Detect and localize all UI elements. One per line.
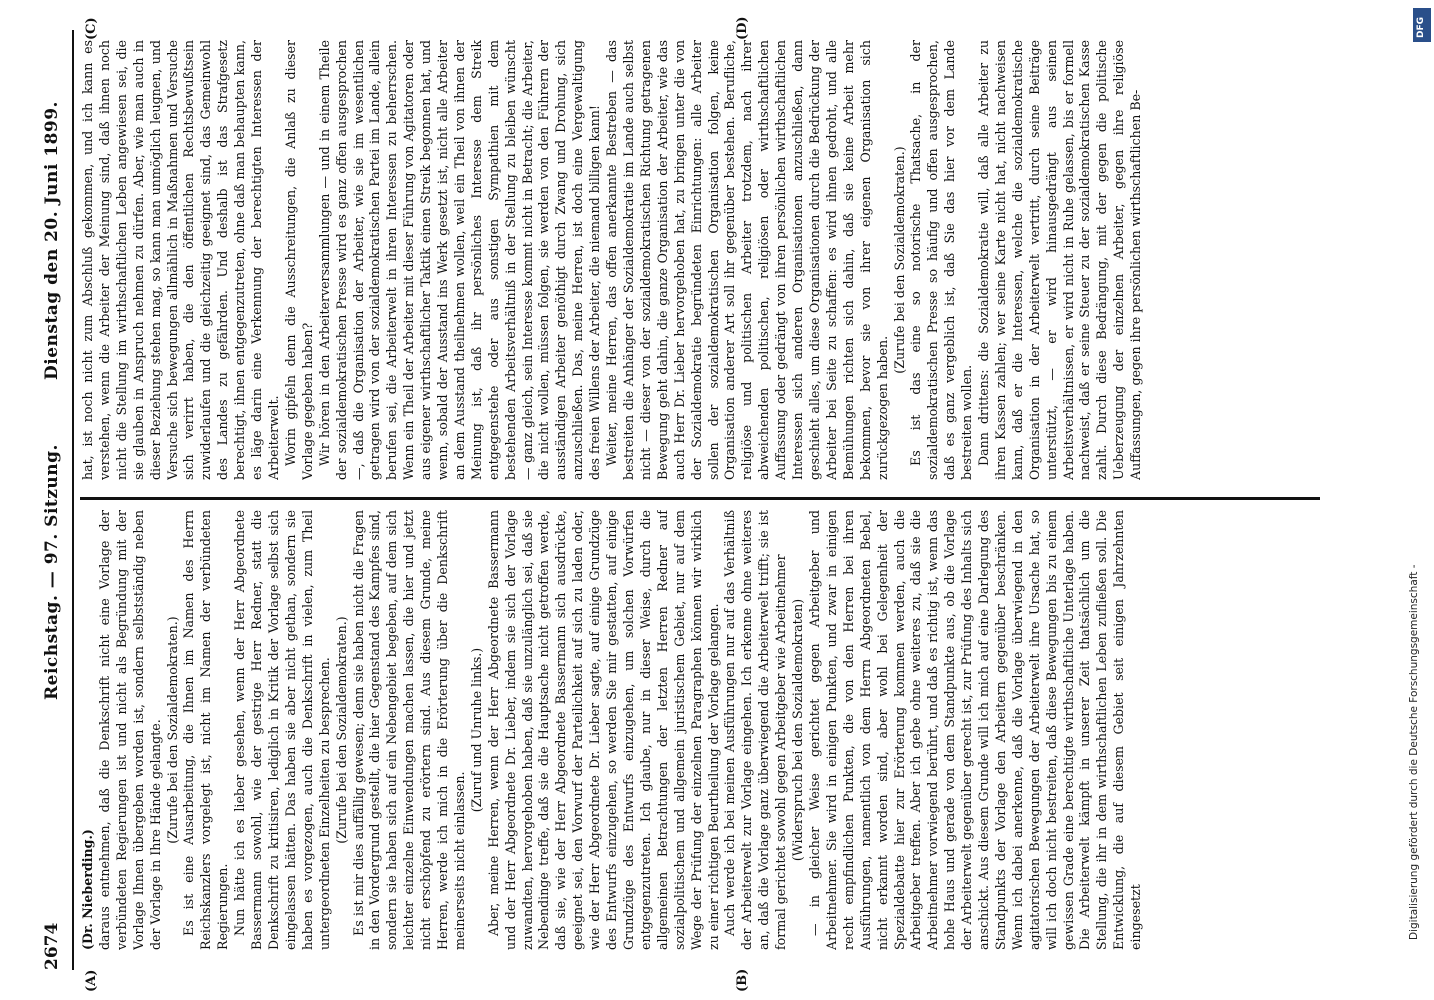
page-header <box>42 30 68 970</box>
margin-marker-b: (B) <box>735 968 750 992</box>
margin-marker-d: (D) <box>735 16 750 40</box>
paragraph: Es ist mir dies auffällig gewesen; denn sie haben nicht die Fragen in den Vordergrund gestellt, die hier Gegenstand des Kampfes sind, sondern sie haben sich auf ein Nebengebiet begeben, auf dem sich leichter einzelne Einwendungen machen lassen, die hier und jetzt nicht erschöpfend zu erörtern sind. Aus diesem Grunde, meine Herren, werde ich mich in die Erörterung über die Denkschrift meinerseits nicht einlassen. <box>350 510 467 950</box>
interjection: (Widerspruch bei den Sozialdemokraten) <box>790 598 806 862</box>
paragraph: Wir hören in den Arbeiterversammlungen — und in einem Theile der sozialdemokratischen Presse wird es ganz offen ausgesprochen —, daß die Organisation der Arbeiter, wie sie im wesentlichen getragen wird von der sozialdemokratischen Partei im Lande, allein berufen sei, die Arbeiterwelt in ihren Interessen zu beherrschen. Wenn ein Theil der Arbeiter mit dieser Führung von Agitatoren oder aus eigener wirthschaftlicher Taktik einen Streik begonnen hat, und wenn, sobald der Ausstand ins Werk gesetzt ist, nicht alle Arbeiter an dem Ausstand theilnehmen wollen, weil ein Theil von ihnen der Meinung ist, daß ihr persönliches Interesse dem Streik entgegenstehe oder aus sonstigen Sympathien mit dem bestehenden Arbeitsverhältniß in der Stellung zu bleiben wünscht — ganz gleich, sein Interesse kommt nicht in Betracht; die Arbeiter, die nicht wollen, müssen folgen, sie werden von den Führern der ausständigen Arbeiter genöthigt durch Zwang und Drohung, sich anzuschließen. Das, meine Herren, ist doch eine Vergewaltigung des freien Willens der Arbeiter, die niemand billigen kann! <box>316 40 603 480</box>
margin-marker-c: (C) <box>84 17 99 40</box>
paragraph: Auch werde ich bei meinen Ausführungen nur auf das Verhältniß der Arbeiterwelt zur Vorlage eingehen. Ich erkenne ohne weiteres an, daß die Vorlage ganz überwiegend die Arbeiterwelt trifft; sie ist formal gerichtet sowohl gegen Arbeitgeber wie Arbeitnehmer <box>722 510 789 950</box>
paragraph: Dann drittens: die Sozialdemokratie will, daß alle Arbeiter zu ihren Kassen zahlen; wer seine Karte nicht hat, nicht nachweisen kann, daß er die Interessen, welche die sozialdemokratische Organisation in der Arbeiterwelt vertritt, durch seine Beiträge unterstützt, — er wird hinausgedrängt aus seinen Arbeitsverhältnissen, er wird nicht in Ruhe gelassen, bis er formell nachweist, daß er seine Steuer zu der sozialdemokratischen Kasse zahlt. Durch diese Bedrängung, mit der gegen die politische Ueberzeugung der einzelnen Arbeiter, gegen ihre religiöse Auffassungen, gegen ihre persönlichen wirthschaftlichen Be- <box>976 40 1144 480</box>
paragraph: Es ist das eine so notorische Thatsache, in der sozialdemokratischen Presse so häufig und offen ausgesprochen, daß es ganz vergeblich ist, daß Sie das hier vor dem Lande bestreiten wollen. <box>908 40 975 480</box>
interjection: (Zurufe bei den Sozialdemokraten.) <box>164 616 180 844</box>
paragraph: Nun hätte ich es lieber gesehen, wenn der Herr Abgeordnete Bassermann sowohl, wie der gestrige Herr Redner, statt die Denkschrift zu kritisiren, lediglich in Kritik der Vorlage selbst sich eingelassen hätten. Das haben sie aber nicht gethan, sondern sie haben es vorgezogen, auch die Denkschrift in vielen, zum Theil untergeordneten Einzelheiten zu besprechen. <box>232 510 332 950</box>
paragraph: Worin gipfeln denn die Ausschreitungen, die Anlaß zu dieser Vorlage gegeben haben? <box>282 40 315 480</box>
paragraph: Aber, meine Herren, wenn der Herr Abgeordnete Bassermann und der Herr Abgeordnete Dr. Lieber, indem sie sich der Vorlage zuwandten, hervorgehoben haben, daß sie unzulänglich sei, daß sie Nebendinge treffe, daß sie die Hauptsache nicht getroffen werde, daß sie, wie der Herr Abgeordnete Bassermann sich ausdrückte, geeignet sei, den Vorwurf der Parteilichkeit auf sich zu laden oder, wie der Herr Abgeordnete Dr. Lieber sagte, auf einige Grundzüge des Entwurfs einzugehen, so werden Sie mir gestatten, auf einige Grundzüge des Entwurfs einzugehen, um solchen Vorwürfen entgegenzutreten. Ich glaube, nur in dieser Weise, durch die allgemeinen Betrachtungen der letzten Herren Redner auf sozialpolitischem und allgemein juristischem Gebiet, nur auf dem Wege der Prüfung der einzelnen Paragraphen können wir wirklich zu einer richtigen Beurtheilung der Vorlage gelangen. <box>485 510 721 950</box>
right-column <box>80 40 1340 480</box>
interjection: (Zuruf und Unruhe links.) <box>468 647 484 813</box>
paragraph: daraus entnehmen, daß die Denkschrift nicht eine Vorlage der verbündeten Regierungen ist und nicht als Begründung mit der Vorlage Ihnen übergeben worden ist, sondern selbstständig neben der Vorlage in Ihre Hände gelangte. <box>96 510 163 950</box>
session-title: Reichstag. — 97. Sitzung. <box>42 444 62 700</box>
paragraph: — in gleicher Weise gerichtet gegen Arbeitgeber und Arbeitnehmer. Sie wird in einigen Punkten, und zwar in einigen recht empfindlichen Punkten, die von den Herren bei ihren Ausführungen, namentlich von dem Herrn Abgeordneten Bebel, nicht erkannt worden sind, aber wohl bei Gelegenheit der Spezialdebatte hier zur Erörterung kommen werden, auch die Arbeitgeber treffen. Aber ich gebe ohne weiteres zu, daß sie die Arbeitnehmer vorwiegend berührt, und daß es richtig ist, wenn das hohe Haus und gerade von dem Standpunkte aus, ob die Vorlage der Arbeiterwelt gegenüber gerecht ist, zur Prüfung des Inhalts sich anschickt. Aus diesem Grunde will ich mich auf eine Darlegung des Standpunkts der Vorlage den Arbeitern gegenüber beschränken. Wenn ich dabei anerkenne, daß die Vorlage überwiegend in den agitatorischen Bewegungen der Arbeiterwelt ihre Ursache hat, so will ich doch nicht bestreiten, daß diese Bewegungen bis zu einem gewissen Grade eine berechtigte wirthschaftliche Unterlage haben. Die Arbeiterwelt kämpft in unserer Zeit thatsächlich um die Stellung, die ihr in dem wirthschaftlichen Leben zufließen soll. Die Entwicklung, die auf diesem Gebiet seit einigen Jahrzehnten eingesetzt <box>806 510 1144 950</box>
interjection: (Zurufe bei den Sozialdemokraten.) <box>333 616 349 844</box>
page-number: 2674 <box>42 922 62 970</box>
dfg-logo: DFG <box>1413 8 1431 42</box>
interjection: (Zurufe bei den Sozialdemokraten.) <box>891 146 907 374</box>
paragraph: Weiter, meine Herren, das offen anerkannte Bestreben — das bestreiten die Anhänger der Sozialdemokratie im Lande auch selbst nicht — dieser von der sozialdemokratischen Richtung getragenen Bewegung geht dahin, die ganze Organisation der Arbeiter, wie das auch Herr Dr. Lieber hervorgehoben hat, zu bringen unter die von der Sozialdemokratie begründeten Einrichtungen: alle Arbeiter sollen der sozialdemokratischen Organisation folgen, keine Organisation anderer Art soll ihr gegenüber bestehen. Berufliche, religiöse und politischen Arbeiter trotzdem, nach ihrer abweichenden politischen, religiösen oder wirthschaftlichen Auffassung oder gedrängt von ihren persönlichen wirthschaftlichen Interessen sich anderen Organisationen anzuschließen, dann geschieht alles, um diese Organisationen durch die Bedrückung der Arbeiter bei Seite zu schaffen: es wird ihnen gedroht, und alle Bemühungen richten sich dahin, daß sie keine Arbeit mehr bekommen, bevor sie von ihrer eigenen Organisation sich zurückgezogen haben. <box>604 40 890 480</box>
session-date: Dienstag den 20. Juni 1899. <box>42 101 62 380</box>
credit-text: Digitalisierung gefördert durch die Deutsche Forschungsgemeinschaft - <box>1408 564 1420 940</box>
header-rule <box>72 30 74 970</box>
paragraph: Es ist eine Ausarbeitung, die Ihnen im Namen des Herrn Reichskanzlers vorgelegt ist, nicht im Namen der verbündeten Regierungen. <box>181 510 231 950</box>
left-column <box>80 510 1340 950</box>
column-divider <box>80 497 1320 500</box>
paragraph: hat, ist noch nicht zum Abschluß gekommen, und ich kann es verstehen, wenn die Arbeiter der Meinung sind, daß ihnen noch nicht die Stellung im wirthschaftlichen Leben angewiesen sei, die sie glauben in Anspruch nehmen zu dürfen. Aber, wie man auch in dieser Beziehung stehen mag, so kann man unmöglich leugnen, und Versuche sich bewegungen allmählich in Maßnahmen und Versuche sich verirrt haben, die den öffentlichen Rechtsbewußtsein zuwiderlaufen und die gleichzeitig geeignet sind, das Gemeinwohl des Landes zu gefährden. Und deshalb ist das Strafgesetz berechtigt, ihnen entgegenzutreten, ohne daß man behaupten kann, es läge darin eine Verkennung der berechtigten Interessen der Arbeiterwelt. <box>80 40 281 480</box>
digitization-credit <box>1408 60 1428 940</box>
speaker-label: (Dr. Nieberding.) <box>80 829 95 950</box>
margin-marker-a: (A) <box>84 969 99 992</box>
